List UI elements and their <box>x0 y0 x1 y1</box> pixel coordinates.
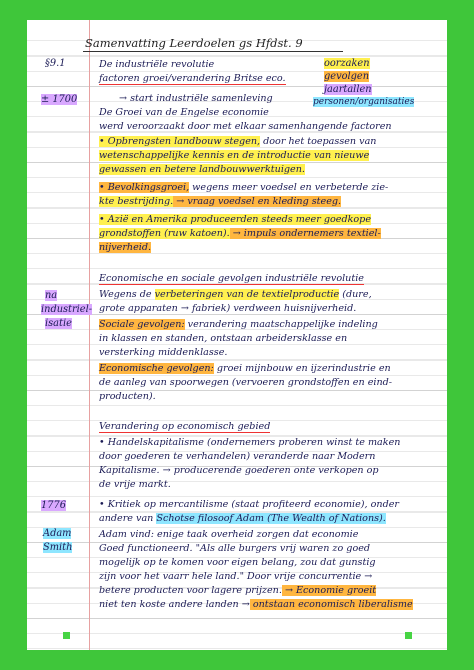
line-apparaten: grote apparaten → fabriek) verdween huisnijverheid. <box>99 303 357 314</box>
line-heading-3: Verandering op economisch gebied <box>99 421 271 432</box>
line-kapitalisme: Kapitalisme. → producerende goederen onte verkopen op <box>99 465 379 476</box>
legend-jaartallen: jaartallen <box>324 84 372 95</box>
line-wetenschap: wetenschappelijke kennis en de introductie van nieuwe <box>99 150 370 161</box>
line-adam-smith: andere van Schotse filosoof Adam (The Wealth of Nations). <box>99 513 386 524</box>
line-markt: de vrije markt. <box>99 479 171 490</box>
legend-personen: personen/organisaties <box>313 97 415 107</box>
line-azie: • Azië en Amerika produceerden steeds meer goedkope <box>99 214 371 225</box>
green-dot-right <box>405 632 412 639</box>
line-factoren: werd veroorzaakt door met elkaar samenhangende factoren <box>99 121 392 132</box>
legend-gevolgen: gevolgen <box>324 71 370 82</box>
line-economisch: Economische gevolgen: groei mijnbouw en ijzerindustrie en <box>99 363 391 374</box>
margin-year-1700: ± 1700 <box>41 94 78 105</box>
line-groei: De Groei van de Engelse economie <box>99 107 269 118</box>
line-nijverheid: nijverheid. <box>99 242 152 253</box>
margin-adam: Adam <box>43 528 72 539</box>
line-spoorwegen: de aanleg van spoorwegen (vervoeren grondstoffen en eind- <box>99 377 393 388</box>
line-kritiek: • Kritiek op mercantilisme (staat profiteerd economie), onder <box>99 499 399 510</box>
line-quote-2: mogelijk op te komen voor eigen belang, zou dat gunstig <box>99 557 376 568</box>
line-factors: factoren groei/verandering Britse eco. <box>99 73 286 84</box>
line-liberalisme: niet ten koste andere landen → ontstaan economisch liberalisme <box>99 599 413 610</box>
line-sociaal: Sociale gevolgen: verandering maatschappelijke indeling <box>99 319 378 330</box>
margin-isatie: isatie <box>45 318 72 329</box>
line-start: → start industriële samenleving <box>119 93 273 104</box>
line-grondstoffen: grondstoffen (ruw katoen). → impuls ondernemers textiel- <box>99 228 381 239</box>
margin-section: §9.1 <box>45 58 66 69</box>
line-prijzen: betere producten voor lagere prijzen. → Economie groeit <box>99 585 377 596</box>
margin-year-1776: 1776 <box>41 500 66 511</box>
margin-industriel: industriel- <box>41 304 93 315</box>
line-klassen: in klassen en standen, ontstaan arbeidersklasse en <box>99 333 348 344</box>
line-heading-1: De industriële revolutie <box>99 59 215 70</box>
line-adam-vind: Adam vind: enige taak overheid zorgen dat economie <box>99 529 359 540</box>
legend-oorzaken: oorzaken <box>324 58 370 69</box>
line-quote-1: Goed functioneerd. "Als alle burgers vrij waren zo goed <box>99 543 371 554</box>
title-underline <box>83 51 343 52</box>
green-dot-left <box>63 632 70 639</box>
margin-smith: Smith <box>43 542 73 553</box>
line-middenklasse: versterking middenklasse. <box>99 347 228 358</box>
line-heading-2: Economische en sociale gevolgen industriële revolutie <box>99 273 364 284</box>
margin-line <box>89 20 90 650</box>
line-producten: producten). <box>99 391 156 402</box>
margin-na: na <box>45 290 58 301</box>
line-opbrengsten: • Opbrengsten landbouw stegen, door het toepassen van <box>99 136 377 147</box>
notebook-page <box>27 20 447 650</box>
line-bevolking: • Bevolkingsgroei, wegens meer voedsel en verbeterde zie- <box>99 182 389 193</box>
line-wegens: Wegens de verbeteringen van de textielproductie (dure, <box>99 289 372 300</box>
line-gewassen: gewassen en betere landbouwwerktuigen. <box>99 164 305 175</box>
line-quote-3: zijn voor het vaarr hele land." Door vrije concurrentie → <box>99 571 373 582</box>
line-ziekte: kte bestrijding. → vraag voedsel en kleding steeg. <box>99 196 342 207</box>
page-title: Samenvatting Leerdoelen gs Hfdst. 9 <box>85 36 303 50</box>
line-handels: • Handelskapitalisme (ondernemers proberen winst te maken <box>99 437 401 448</box>
line-goederen: door goederen te verhandelen) veranderde naar Modern <box>99 451 376 462</box>
